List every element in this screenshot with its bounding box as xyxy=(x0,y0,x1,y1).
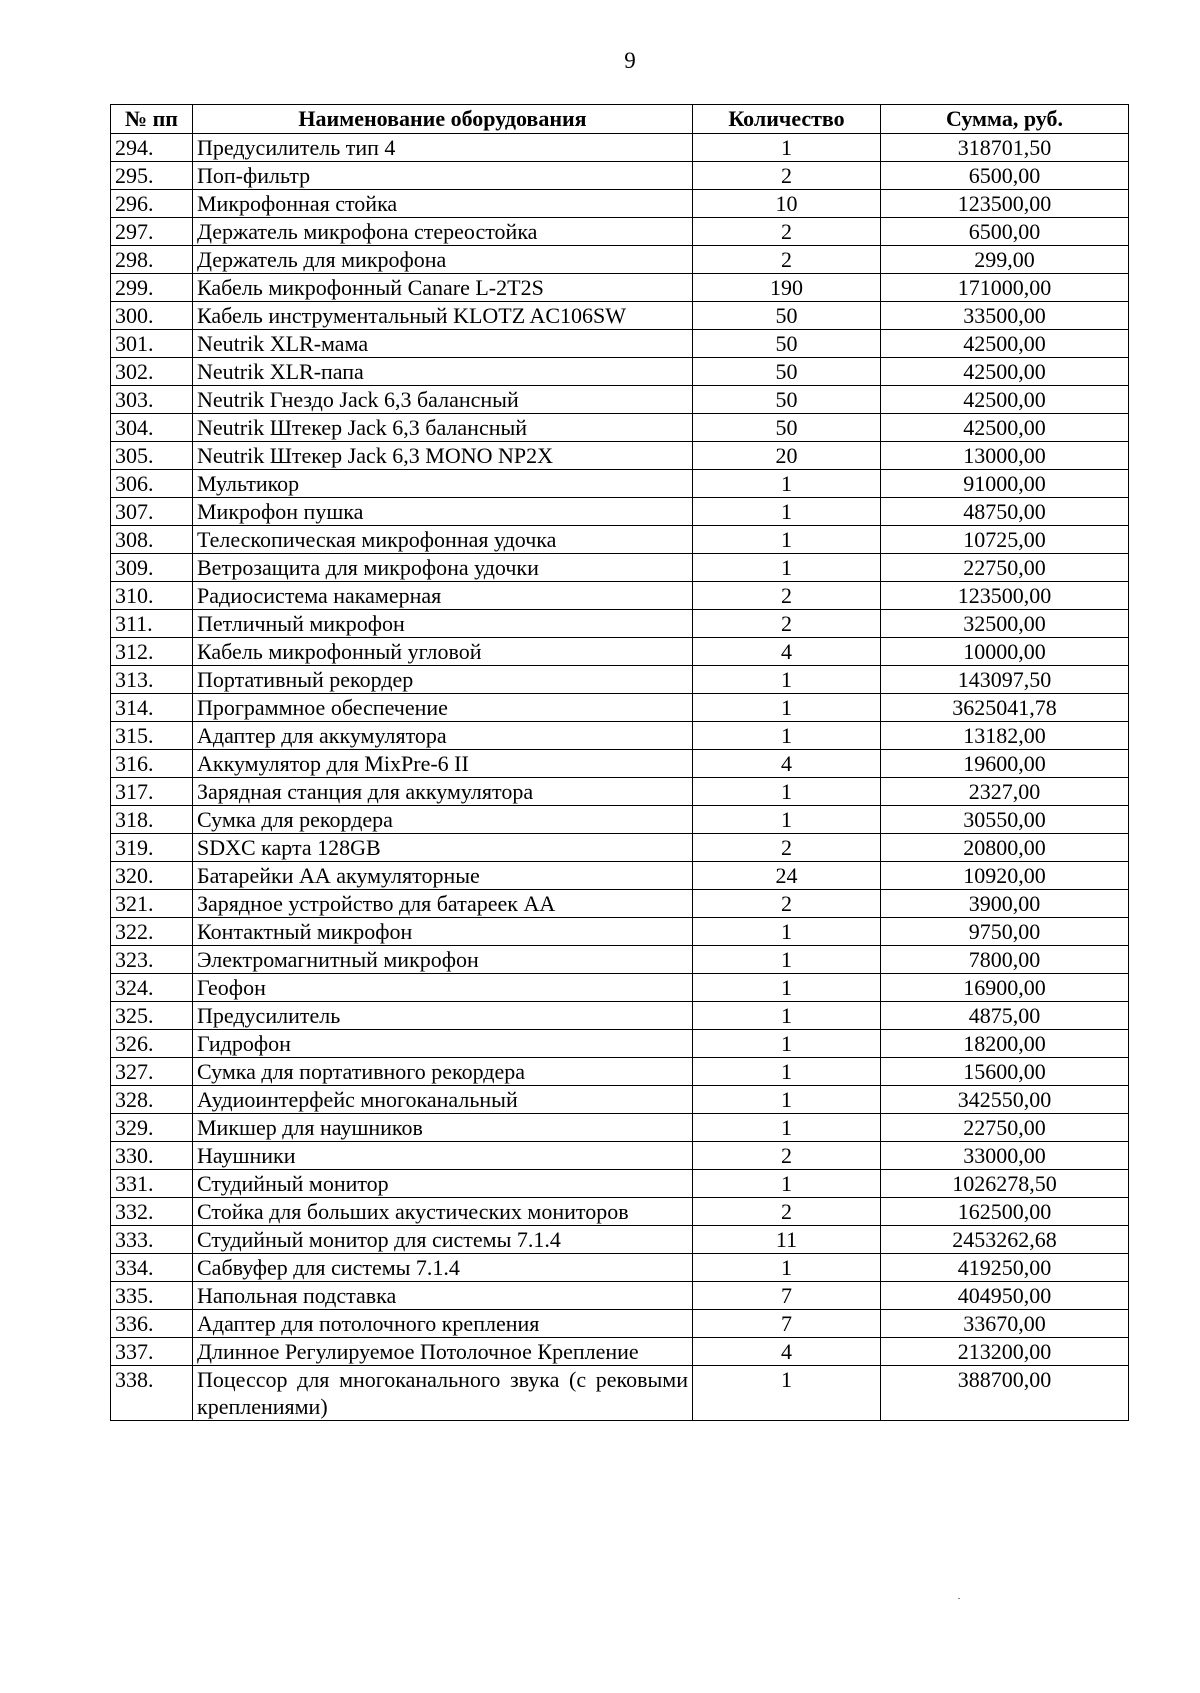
cell-sum: 318701,50 xyxy=(881,134,1129,162)
cell-num: 329. xyxy=(111,1114,193,1142)
cell-sum: 13182,00 xyxy=(881,722,1129,750)
cell-name: Зарядная станция для аккумулятора xyxy=(193,778,693,806)
cell-qty: 1 xyxy=(693,946,881,974)
cell-sum: 48750,00 xyxy=(881,498,1129,526)
cell-num: 308. xyxy=(111,526,193,554)
table-row xyxy=(111,750,1129,778)
cell-qty: 2 xyxy=(693,610,881,638)
cell-sum: 91000,00 xyxy=(881,470,1129,498)
cell-num: 337. xyxy=(111,1338,193,1366)
table-row xyxy=(111,1254,1129,1282)
table-body xyxy=(111,134,1129,1421)
cell-name: Батарейки АА акумуляторные xyxy=(193,862,693,890)
cell-num: 294. xyxy=(111,134,193,162)
cell-qty: 7 xyxy=(693,1310,881,1338)
cell-qty: 1 xyxy=(693,1002,881,1030)
table-row xyxy=(111,274,1129,302)
table-row xyxy=(111,470,1129,498)
cell-num: 307. xyxy=(111,498,193,526)
cell-num: 332. xyxy=(111,1198,193,1226)
cell-name: Держатель для микрофона xyxy=(193,246,693,274)
table-row xyxy=(111,694,1129,722)
equipment-table xyxy=(110,104,1129,1421)
cell-sum: 30550,00 xyxy=(881,806,1129,834)
cell-num: 315. xyxy=(111,722,193,750)
table-row xyxy=(111,162,1129,190)
table-header xyxy=(111,105,1129,134)
cell-num: 335. xyxy=(111,1282,193,1310)
cell-qty: 2 xyxy=(693,218,881,246)
cell-qty: 4 xyxy=(693,638,881,666)
cell-sum: 42500,00 xyxy=(881,330,1129,358)
cell-qty: 1 xyxy=(693,526,881,554)
cell-sum: 42500,00 xyxy=(881,358,1129,386)
cell-num: 314. xyxy=(111,694,193,722)
table-row xyxy=(111,1366,1129,1421)
cell-qty: 2 xyxy=(693,246,881,274)
table-row xyxy=(111,386,1129,414)
cell-name: Кабель микрофонный угловой xyxy=(193,638,693,666)
cell-sum: 18200,00 xyxy=(881,1030,1129,1058)
cell-name: Микрофонная стойка xyxy=(193,190,693,218)
table-row xyxy=(111,246,1129,274)
cell-name: Держатель микрофона стереостойка xyxy=(193,218,693,246)
cell-num: 320. xyxy=(111,862,193,890)
cell-sum: 162500,00 xyxy=(881,1198,1129,1226)
header-name: Наименование оборудования xyxy=(193,105,693,134)
cell-num: 334. xyxy=(111,1254,193,1282)
cell-qty: 1 xyxy=(693,778,881,806)
cell-qty: 11 xyxy=(693,1226,881,1254)
cell-name: Аудиоинтерфейс многоканальный xyxy=(193,1086,693,1114)
cell-sum: 123500,00 xyxy=(881,582,1129,610)
cell-num: 328. xyxy=(111,1086,193,1114)
cell-qty: 50 xyxy=(693,358,881,386)
cell-qty: 4 xyxy=(693,750,881,778)
cell-num: 324. xyxy=(111,974,193,1002)
table-row xyxy=(111,1002,1129,1030)
cell-num: 300. xyxy=(111,302,193,330)
cell-name: Программное обеспечение xyxy=(193,694,693,722)
cell-name: Телескопическая микрофонная удочка xyxy=(193,526,693,554)
cell-name: Микрофон пушка xyxy=(193,498,693,526)
cell-sum: 16900,00 xyxy=(881,974,1129,1002)
cell-num: 304. xyxy=(111,414,193,442)
cell-sum: 33000,00 xyxy=(881,1142,1129,1170)
cell-num: 316. xyxy=(111,750,193,778)
cell-qty: 1 xyxy=(693,1366,881,1421)
table-row xyxy=(111,358,1129,386)
cell-num: 318. xyxy=(111,806,193,834)
cell-num: 296. xyxy=(111,190,193,218)
cell-sum: 342550,00 xyxy=(881,1086,1129,1114)
cell-name: Neutrik Гнездо Jack 6,3 балансный xyxy=(193,386,693,414)
cell-qty: 2 xyxy=(693,890,881,918)
cell-qty: 2 xyxy=(693,1198,881,1226)
cell-sum: 33500,00 xyxy=(881,302,1129,330)
table-row xyxy=(111,1030,1129,1058)
cell-sum: 42500,00 xyxy=(881,386,1129,414)
cell-num: 299. xyxy=(111,274,193,302)
cell-qty: 1 xyxy=(693,134,881,162)
table-row xyxy=(111,302,1129,330)
cell-sum: 388700,00 xyxy=(881,1366,1129,1421)
cell-num: 298. xyxy=(111,246,193,274)
cell-num: 305. xyxy=(111,442,193,470)
cell-qty: 1 xyxy=(693,1058,881,1086)
cell-name: Поп-фильтр xyxy=(193,162,693,190)
cell-sum: 1026278,50 xyxy=(881,1170,1129,1198)
cell-num: 336. xyxy=(111,1310,193,1338)
cell-sum: 171000,00 xyxy=(881,274,1129,302)
cell-sum: 22750,00 xyxy=(881,554,1129,582)
cell-name: Портативный рекордер xyxy=(193,666,693,694)
header-sum: Сумма, руб. xyxy=(881,105,1129,134)
cell-name: Петличный микрофон xyxy=(193,610,693,638)
cell-sum: 33670,00 xyxy=(881,1310,1129,1338)
cell-sum: 10000,00 xyxy=(881,638,1129,666)
cell-qty: 1 xyxy=(693,554,881,582)
cell-qty: 50 xyxy=(693,330,881,358)
cell-name: Радиосистема накамерная xyxy=(193,582,693,610)
cell-qty: 4 xyxy=(693,1338,881,1366)
table-row xyxy=(111,918,1129,946)
cell-sum: 7800,00 xyxy=(881,946,1129,974)
cell-name: Neutrik XLR-мама xyxy=(193,330,693,358)
cell-name: Адаптер для аккумулятора xyxy=(193,722,693,750)
cell-qty: 1 xyxy=(693,498,881,526)
table-row xyxy=(111,1114,1129,1142)
cell-num: 297. xyxy=(111,218,193,246)
scan-speck xyxy=(958,1598,960,1599)
page-number: 9 xyxy=(624,48,636,73)
cell-name: Студийный монитор xyxy=(193,1170,693,1198)
cell-sum: 299,00 xyxy=(881,246,1129,274)
cell-name: Контактный микрофон xyxy=(193,918,693,946)
cell-qty: 2 xyxy=(693,834,881,862)
cell-qty: 1 xyxy=(693,974,881,1002)
cell-sum: 9750,00 xyxy=(881,918,1129,946)
cell-name: Длинное Регулируемое Потолочное Крепление xyxy=(193,1338,693,1366)
cell-name: Мультикор xyxy=(193,470,693,498)
header-row xyxy=(111,105,1129,134)
cell-qty: 1 xyxy=(693,1170,881,1198)
cell-num: 311. xyxy=(111,610,193,638)
table-row xyxy=(111,582,1129,610)
cell-qty: 20 xyxy=(693,442,881,470)
cell-qty: 1 xyxy=(693,694,881,722)
cell-sum: 123500,00 xyxy=(881,190,1129,218)
cell-num: 322. xyxy=(111,918,193,946)
cell-qty: 50 xyxy=(693,386,881,414)
cell-name: Гидрофон xyxy=(193,1030,693,1058)
cell-qty: 1 xyxy=(693,666,881,694)
table-row xyxy=(111,1226,1129,1254)
cell-sum: 13000,00 xyxy=(881,442,1129,470)
cell-qty: 50 xyxy=(693,414,881,442)
table-row xyxy=(111,190,1129,218)
cell-num: 326. xyxy=(111,1030,193,1058)
table-row xyxy=(111,638,1129,666)
cell-sum: 6500,00 xyxy=(881,218,1129,246)
cell-name: Зарядное устройство для батареек АА xyxy=(193,890,693,918)
cell-name: Электромагнитный микрофон xyxy=(193,946,693,974)
cell-name: Кабель микрофонный Canare L-2T2S xyxy=(193,274,693,302)
table-row xyxy=(111,1310,1129,1338)
cell-sum: 213200,00 xyxy=(881,1338,1129,1366)
cell-qty: 1 xyxy=(693,1254,881,1282)
cell-sum: 42500,00 xyxy=(881,414,1129,442)
table-row xyxy=(111,890,1129,918)
header-num: № пп xyxy=(111,105,193,134)
cell-name: Аккумулятор для MixPre-6 II xyxy=(193,750,693,778)
table-row xyxy=(111,834,1129,862)
table-row xyxy=(111,946,1129,974)
header-qty: Количество xyxy=(693,105,881,134)
table-row xyxy=(111,1086,1129,1114)
cell-sum: 419250,00 xyxy=(881,1254,1129,1282)
cell-sum: 143097,50 xyxy=(881,666,1129,694)
cell-name: Адаптер для потолочного крепления xyxy=(193,1310,693,1338)
cell-num: 323. xyxy=(111,946,193,974)
cell-sum: 10725,00 xyxy=(881,526,1129,554)
table-row xyxy=(111,1338,1129,1366)
table-row xyxy=(111,554,1129,582)
cell-sum: 6500,00 xyxy=(881,162,1129,190)
cell-num: 327. xyxy=(111,1058,193,1086)
cell-qty: 10 xyxy=(693,190,881,218)
cell-sum: 404950,00 xyxy=(881,1282,1129,1310)
cell-num: 303. xyxy=(111,386,193,414)
cell-sum: 2453262,68 xyxy=(881,1226,1129,1254)
table-row xyxy=(111,806,1129,834)
table-row xyxy=(111,666,1129,694)
cell-sum: 10920,00 xyxy=(881,862,1129,890)
cell-qty: 1 xyxy=(693,1114,881,1142)
table-row xyxy=(111,1282,1129,1310)
cell-qty: 2 xyxy=(693,582,881,610)
cell-sum: 20800,00 xyxy=(881,834,1129,862)
cell-name: Neutrik Штекер Jack 6,3 MONO NP2X xyxy=(193,442,693,470)
cell-sum: 3625041,78 xyxy=(881,694,1129,722)
cell-qty: 190 xyxy=(693,274,881,302)
cell-num: 302. xyxy=(111,358,193,386)
cell-num: 312. xyxy=(111,638,193,666)
cell-num: 325. xyxy=(111,1002,193,1030)
cell-num: 313. xyxy=(111,666,193,694)
cell-num: 317. xyxy=(111,778,193,806)
cell-num: 330. xyxy=(111,1142,193,1170)
cell-num: 338. xyxy=(111,1366,193,1421)
cell-qty: 50 xyxy=(693,302,881,330)
cell-qty: 1 xyxy=(693,918,881,946)
cell-qty: 24 xyxy=(693,862,881,890)
cell-name: Предусилитель xyxy=(193,1002,693,1030)
cell-qty: 2 xyxy=(693,1142,881,1170)
cell-name: Студийный монитор для системы 7.1.4 xyxy=(193,1226,693,1254)
table-row xyxy=(111,862,1129,890)
cell-name: Сумка для портативного рекордера xyxy=(193,1058,693,1086)
cell-sum: 4875,00 xyxy=(881,1002,1129,1030)
cell-name: Наушники xyxy=(193,1142,693,1170)
cell-name: Neutrik XLR-папа xyxy=(193,358,693,386)
cell-name: Предусилитель тип 4 xyxy=(193,134,693,162)
cell-sum: 2327,00 xyxy=(881,778,1129,806)
table-row xyxy=(111,1170,1129,1198)
cell-num: 331. xyxy=(111,1170,193,1198)
cell-qty: 2 xyxy=(693,162,881,190)
cell-qty: 1 xyxy=(693,1030,881,1058)
cell-name: Стойка для больших акустических мониторов xyxy=(193,1198,693,1226)
table-row xyxy=(111,414,1129,442)
cell-qty: 1 xyxy=(693,722,881,750)
cell-sum: 19600,00 xyxy=(881,750,1129,778)
cell-name: Кабель инструментальный KLOTZ AC106SW xyxy=(193,302,693,330)
table-row xyxy=(111,610,1129,638)
table-row xyxy=(111,778,1129,806)
cell-sum: 22750,00 xyxy=(881,1114,1129,1142)
table-row xyxy=(111,1058,1129,1086)
cell-name: Поцессор для многоканального звука (с рековыми креплениями) xyxy=(193,1366,693,1421)
cell-name: Микшер для наушников xyxy=(193,1114,693,1142)
cell-name: Напольная подставка xyxy=(193,1282,693,1310)
table-row xyxy=(111,1198,1129,1226)
cell-qty: 7 xyxy=(693,1282,881,1310)
table-row xyxy=(111,498,1129,526)
cell-num: 310. xyxy=(111,582,193,610)
cell-name: Сумка для рекордера xyxy=(193,806,693,834)
cell-num: 306. xyxy=(111,470,193,498)
cell-name: Геофон xyxy=(193,974,693,1002)
table-row xyxy=(111,218,1129,246)
cell-num: 321. xyxy=(111,890,193,918)
cell-name: Сабвуфер для системы 7.1.4 xyxy=(193,1254,693,1282)
cell-name: SDXC карта 128GB xyxy=(193,834,693,862)
table-row xyxy=(111,330,1129,358)
table-row xyxy=(111,974,1129,1002)
cell-sum: 32500,00 xyxy=(881,610,1129,638)
cell-num: 319. xyxy=(111,834,193,862)
cell-sum: 15600,00 xyxy=(881,1058,1129,1086)
table-row xyxy=(111,526,1129,554)
table-row xyxy=(111,1142,1129,1170)
table-row xyxy=(111,442,1129,470)
cell-sum: 3900,00 xyxy=(881,890,1129,918)
cell-name: Ветрозащита для микрофона удочки xyxy=(193,554,693,582)
cell-qty: 1 xyxy=(693,470,881,498)
cell-num: 295. xyxy=(111,162,193,190)
table-row xyxy=(111,722,1129,750)
table-row xyxy=(111,134,1129,162)
cell-num: 301. xyxy=(111,330,193,358)
cell-qty: 1 xyxy=(693,1086,881,1114)
cell-qty: 1 xyxy=(693,806,881,834)
cell-num: 333. xyxy=(111,1226,193,1254)
cell-num: 309. xyxy=(111,554,193,582)
cell-name: Neutrik Штекер Jack 6,3 балансный xyxy=(193,414,693,442)
